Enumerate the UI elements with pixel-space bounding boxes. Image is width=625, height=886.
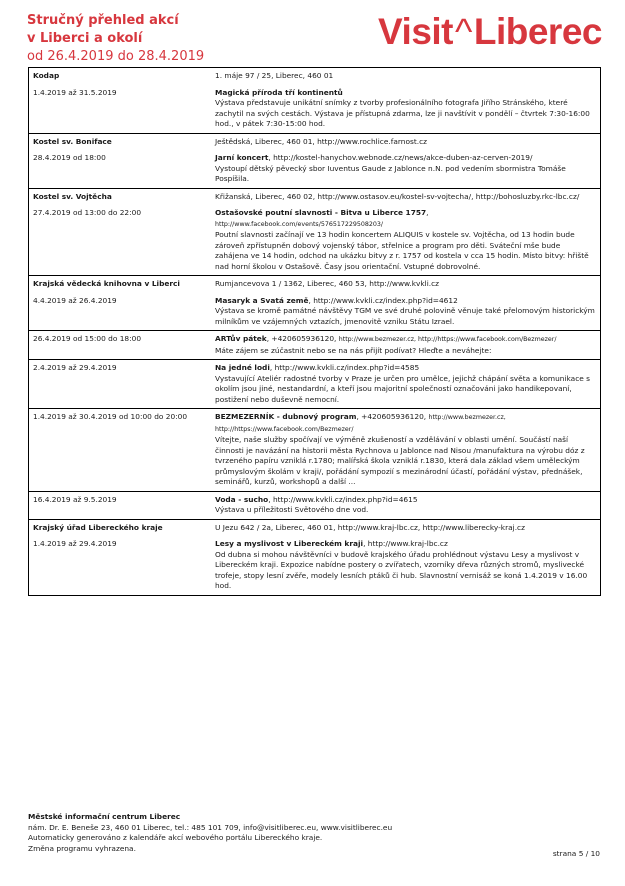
venue-block	[29, 189, 600, 277]
event-title: Magická příroda tří kontinentů	[215, 87, 343, 97]
event-title: Lesy a myslivost v Libereckém kraji	[215, 539, 364, 548]
venue-block	[29, 68, 600, 134]
event-title-line	[215, 88, 596, 99]
venue-name: Krajská vědecká knihovna v Liberci	[33, 279, 180, 288]
venue-header-row	[33, 279, 596, 290]
event-date: 26.4.2019 od 15:00 do 18:00	[33, 334, 142, 343]
event-links: ,	[426, 208, 429, 217]
event-date: 27.4.2019 od 13:00 do 22:00	[33, 208, 142, 217]
event-links-small: http://www.bezmezer.cz, http://https://www.facebook.com/Bezmezer/	[215, 414, 506, 433]
event-block	[29, 360, 600, 409]
event-links: , http://www.kraj-lbc.cz	[363, 539, 448, 548]
visit-liberec-logo	[378, 12, 602, 52]
venue-address: Ještědská, Liberec, 460 01, http://www.rochlice.farnost.cz	[215, 136, 428, 146]
venue-address: 1. máje 97 / 25, Liberec, 460 01	[215, 71, 334, 80]
event-links: , +420605936120,	[356, 412, 427, 421]
event-details	[215, 363, 596, 405]
venue-header-row	[33, 137, 596, 148]
event-description: Vystavující Ateliér radostné tvorby v Praze je určen pro umělce, jejichž chápání světa a komunikace s okolím jsou jiné, nestandardní, a kteří jsou majoritní společností označováni jako handikepovaní, postižení nebo duševně nemocní.	[215, 373, 591, 404]
event-row	[33, 88, 596, 130]
event-date: 1.4.2019 až 29.4.2019	[33, 539, 117, 548]
event-description: Výstava představuje unikátní snímky z tvorby profesionálního fotografa Jiřího Stránského, které zachytil na svých cestách. Výstava je přístupná zdarma, lze ji navštívit v pondělí – čtvrtek 7:30-16:00 hod., v pátek 7:30-15:00 hod.	[215, 98, 590, 128]
venue-header-row	[33, 523, 596, 534]
event-links: , http://www.kvkli.cz/index.php?id=4585	[269, 363, 420, 372]
event-title: Ostašovské poutní slavnosti - Bitva u Liberce 1757	[215, 208, 427, 217]
venue-name: Krajský úřad Libereckého kraje	[33, 522, 163, 532]
event-date: 1.4.2019 až 31.5.2019	[33, 87, 117, 97]
event-links: , http://www.kvkli.cz/index.php?id=4612	[308, 295, 458, 305]
event-details	[215, 208, 596, 272]
page-number: strana 5 / 10	[552, 849, 600, 858]
event-row	[33, 412, 596, 488]
event-title: Jarní koncert	[215, 153, 269, 162]
event-links-small: http://www.facebook.com/events/576517229508203/	[215, 220, 384, 228]
event-block	[29, 409, 600, 492]
event-title-line	[215, 539, 596, 550]
venue-name: Kostel sv. Vojtěcha	[33, 191, 112, 201]
title-line-1: Stručný přehled akcí	[27, 13, 179, 28]
footer-organization: Městské informační centrum Liberec	[28, 812, 181, 821]
venue-block	[29, 520, 600, 595]
event-links: , http://kostel-hanychov.webnode.cz/news/akce-duben-az-cerven-2019/	[268, 153, 533, 162]
event-row	[33, 539, 596, 592]
event-details	[215, 296, 596, 328]
event-description: Vystoupí dětský pěvecký sbor Iuventus Gaude z Jablonce n.N. pod vedením sbormistra Tomáše Pospíšila.	[215, 163, 566, 183]
event-description: Výstava se kromě památné návštěvy TGM ve své druhé polovině věnuje také přelomovým historickým milníkům ve vzájemných vztazích, jmenovitě vzniku Státu Izrael.	[215, 306, 595, 326]
venue-name: Kostel sv. Boniface	[33, 136, 112, 146]
event-block	[29, 492, 600, 520]
event-title-line	[215, 495, 596, 506]
event-date: 16.4.2019 až 9.5.2019	[33, 494, 117, 504]
event-row	[33, 208, 596, 272]
page-footer	[28, 812, 600, 858]
event-description: Vítejte, naše služby spočívají ve výměně zkušeností a vzdělávání v oblasti umění. Součástí naší činnosti je navázání na historii města Rychnova u Jablonce nad Nisou /manufaktura na výrobu dóz z tvrzeného papíru vzniklá r.1780; malířská škola vzniklá r.1830, která dala základ všem uměleckým průmyslovým školám v kraji/, pořádání sympozií s mezinárodní účastí, pořádání výstav, přednášek, seminářů, kurzů, workshopů a další ...	[215, 435, 585, 486]
event-block	[29, 331, 600, 360]
venue-address: Křižanská, Liberec, 460 02, http://www.ostasov.eu/kostel-sv-vojtecha/, http://bohosluzby.rkc-lbc.cz/	[215, 191, 580, 201]
venue-block	[29, 276, 600, 331]
venue-header-row	[33, 192, 596, 203]
event-links: , +420605936120,	[266, 334, 337, 343]
event-details	[215, 88, 596, 130]
title-line-2: v Liberci a okolí	[27, 31, 143, 46]
event-date: 28.4.2019 od 18:00	[33, 153, 106, 162]
event-title: ARTův pátek	[215, 334, 267, 343]
event-row	[33, 363, 596, 405]
report-title	[27, 12, 204, 66]
venue-header-row	[33, 71, 596, 82]
event-title: Na jedné lodi	[215, 363, 270, 372]
event-title-line	[215, 412, 596, 435]
event-details	[215, 153, 596, 185]
event-title: Masaryk a Svatá země	[215, 295, 309, 305]
footer-address: nám. Dr. E. Beneše 23, 460 01 Liberec, tel.: 485 101 709, info@visitliberec.eu, www.visitliberec.eu	[28, 822, 393, 832]
venue-address: U Jezu 642 / 2a, Liberec, 460 01, http://www.kraj-lbc.cz, http://www.liberecky-kraj.cz	[215, 522, 525, 532]
event-details	[215, 539, 596, 592]
event-links-small: http://www.bezmezer.cz, http://https://www.facebook.com/Bezmezer/	[338, 336, 557, 343]
footer-note-generated: Automaticky generováno z kalendáře akcí webového portálu Libereckého kraje.	[28, 833, 323, 842]
page-header	[27, 10, 602, 70]
event-title: Voda - sucho	[215, 494, 269, 504]
event-title: BEZMEZERNÍK - dubnový program	[215, 412, 357, 421]
event-row	[33, 334, 596, 356]
event-details	[215, 495, 596, 516]
event-row	[33, 495, 596, 516]
venue-name: Kodap	[33, 71, 60, 80]
event-details	[215, 412, 596, 488]
event-title-line	[215, 296, 596, 307]
event-description: Máte zájem se zúčastnit nebo se na nás přijít podívat? Hleďte a neváhejte:	[215, 345, 492, 355]
event-description: Výstava u příležitosti Světového dne vod.	[215, 505, 369, 514]
event-date: 1.4.2019 až 30.4.2019 od 10:00 do 20:00	[33, 412, 188, 421]
event-description: Poutní slavnosti začínají ve 13 hodin koncertem ALIQUIS v kostele sv. Vojtěcha, od 13 hodin bude zároveň zpřístupněn dobový vojenský tábor, střelnice a program pro děti. Sváteční mše bude zahájena ve 14 hodin, odchod na ukázku bitvy z r. 1757 od kostela v cca 15 hodin. Místo bitvy: hřiště nad horní školou v Ostašově. Časy jsou orientační. Vstupné dobrovolné.	[215, 230, 589, 271]
event-details	[215, 334, 596, 356]
event-description: Od dubna si mohou návštěvníci v budově krajského úřadu prohlédnout výstavu Lesy a myslivost v Libereckém kraji. Expozice nabídne postery o zvířatech, vzorníky dřeva různých stromů, myslivecké trofeje, stopy lesní zvěře, modely lesních ptáků či hub. Slavnostní vernisáž se koná 1.4.2019 v 16.00 hod.	[215, 549, 588, 590]
venue-block	[29, 134, 600, 189]
logo-visit-text: Visit	[378, 11, 453, 52]
event-title-line	[215, 334, 596, 346]
event-links: , http://www.kvkli.cz/index.php?id=4615	[268, 494, 418, 504]
event-title-line	[215, 153, 596, 164]
date-range: od 26.4.2019 do 28.4.2019	[27, 49, 205, 64]
event-date: 2.4.2019 až 29.4.2019	[33, 363, 117, 372]
footer-note-changes: Změna programu vyhrazena.	[28, 843, 136, 853]
event-title-line	[215, 208, 596, 230]
logo-liberec-text: Liberec	[473, 11, 602, 52]
logo-caret-icon: ^	[455, 11, 472, 52]
event-row	[33, 153, 596, 185]
event-title-line	[215, 363, 596, 374]
event-row	[33, 296, 596, 328]
venue-address: Rumjancevova 1 / 1362, Liberec, 460 53, http://www.kvkli.cz	[215, 279, 440, 288]
events-table	[28, 67, 601, 596]
event-date: 4.4.2019 až 26.4.2019	[33, 295, 117, 305]
